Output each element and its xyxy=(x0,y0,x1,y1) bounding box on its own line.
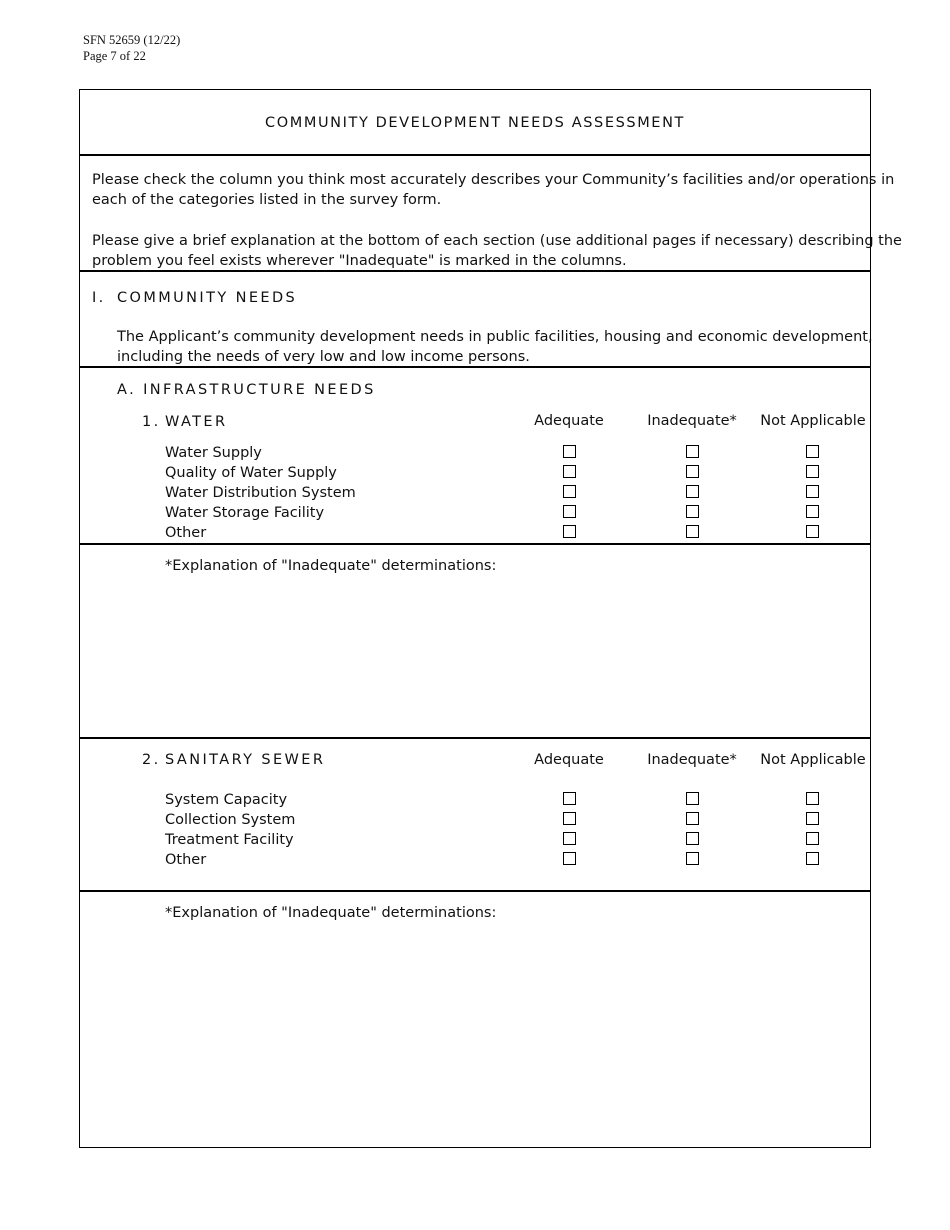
water-quality-adequate-checkbox[interactable] xyxy=(563,465,576,478)
water-supply-na-checkbox[interactable] xyxy=(806,445,819,458)
sewer-item: Collection System xyxy=(165,812,296,828)
sewer-number: 2. xyxy=(142,752,161,768)
water-other-adequate-checkbox[interactable] xyxy=(563,525,576,538)
sewer-heading: SANITARY SEWER xyxy=(165,752,326,768)
instructions-p2-line2: problem you feel exists wherever "Inadequate" is marked in the columns. xyxy=(92,253,627,269)
community-needs-box xyxy=(79,270,871,368)
section-heading: COMMUNITY NEEDS xyxy=(117,290,298,306)
sewer-col-not-applicable: Not Applicable xyxy=(760,752,866,768)
sewer-treatment-na-checkbox[interactable] xyxy=(806,832,819,845)
water-number: 1. xyxy=(142,414,161,430)
sewer-other-na-checkbox[interactable] xyxy=(806,852,819,865)
sewer-item: Other xyxy=(165,852,207,868)
water-distribution-na-checkbox[interactable] xyxy=(806,485,819,498)
form-header xyxy=(83,32,180,64)
sewer-collection-na-checkbox[interactable] xyxy=(806,812,819,825)
sewer-box xyxy=(79,737,871,892)
section-number: I. xyxy=(92,290,106,306)
water-other-na-checkbox[interactable] xyxy=(806,525,819,538)
water-box xyxy=(79,366,871,545)
water-other-inadequate-checkbox[interactable] xyxy=(686,525,699,538)
water-quality-na-checkbox[interactable] xyxy=(806,465,819,478)
water-distribution-inadequate-checkbox[interactable] xyxy=(686,485,699,498)
water-supply-adequate-checkbox[interactable] xyxy=(563,445,576,458)
section-desc-line2: including the needs of very low and low income persons. xyxy=(117,349,530,365)
instructions-box xyxy=(79,154,902,272)
subsection-heading: A. INFRASTRUCTURE NEEDS xyxy=(117,382,376,398)
sewer-other-inadequate-checkbox[interactable] xyxy=(686,852,699,865)
water-explanation-label: *Explanation of "Inadequate" determinations: xyxy=(165,558,497,574)
sewer-item: Treatment Facility xyxy=(165,832,294,848)
page-number: Page 7 of 22 xyxy=(83,49,146,63)
sewer-explanation-label: *Explanation of "Inadequate" determinations: xyxy=(165,905,497,921)
form-title: COMMUNITY DEVELOPMENT NEEDS ASSESSMENT xyxy=(265,115,685,131)
water-item: Other xyxy=(165,525,207,541)
sewer-col-adequate: Adequate xyxy=(534,752,604,768)
sewer-treatment-inadequate-checkbox[interactable] xyxy=(686,832,699,845)
instructions-p2-line1: Please give a brief explanation at the bottom of each section (use additional pages if necessary) describing the xyxy=(92,233,902,249)
water-item: Water Storage Facility xyxy=(165,505,325,521)
water-col-not-applicable: Not Applicable xyxy=(760,413,866,429)
sewer-explanation-box[interactable] xyxy=(79,890,871,1148)
sewer-collection-adequate-checkbox[interactable] xyxy=(563,812,576,825)
water-heading: WATER xyxy=(165,414,228,430)
water-quality-inadequate-checkbox[interactable] xyxy=(686,465,699,478)
water-storage-adequate-checkbox[interactable] xyxy=(563,505,576,518)
sewer-capacity-na-checkbox[interactable] xyxy=(806,792,819,805)
water-item: Water Supply xyxy=(165,445,262,461)
sewer-collection-inadequate-checkbox[interactable] xyxy=(686,812,699,825)
sewer-item: System Capacity xyxy=(165,792,288,808)
water-storage-na-checkbox[interactable] xyxy=(806,505,819,518)
title-box xyxy=(79,89,871,156)
instructions-p1-line2: each of the categories listed in the survey form. xyxy=(92,192,442,208)
sewer-col-inadequate: Inadequate* xyxy=(647,752,737,768)
water-explanation-box[interactable] xyxy=(79,543,871,739)
sewer-capacity-inadequate-checkbox[interactable] xyxy=(686,792,699,805)
water-item: Quality of Water Supply xyxy=(165,465,337,481)
water-storage-inadequate-checkbox[interactable] xyxy=(686,505,699,518)
water-distribution-adequate-checkbox[interactable] xyxy=(563,485,576,498)
sewer-other-adequate-checkbox[interactable] xyxy=(563,852,576,865)
water-supply-inadequate-checkbox[interactable] xyxy=(686,445,699,458)
sewer-treatment-adequate-checkbox[interactable] xyxy=(563,832,576,845)
water-col-adequate: Adequate xyxy=(534,413,604,429)
sewer-capacity-adequate-checkbox[interactable] xyxy=(563,792,576,805)
water-item: Water Distribution System xyxy=(165,485,356,501)
instructions-p1-line1: Please check the column you think most accurately describes your Community’s facilities and/or operations in xyxy=(92,172,895,188)
form-number: SFN 52659 (12/22) xyxy=(83,33,181,47)
section-desc-line1: The Applicant’s community development needs in public facilities, housing and economic development, xyxy=(117,329,873,345)
water-col-inadequate: Inadequate* xyxy=(647,413,737,429)
